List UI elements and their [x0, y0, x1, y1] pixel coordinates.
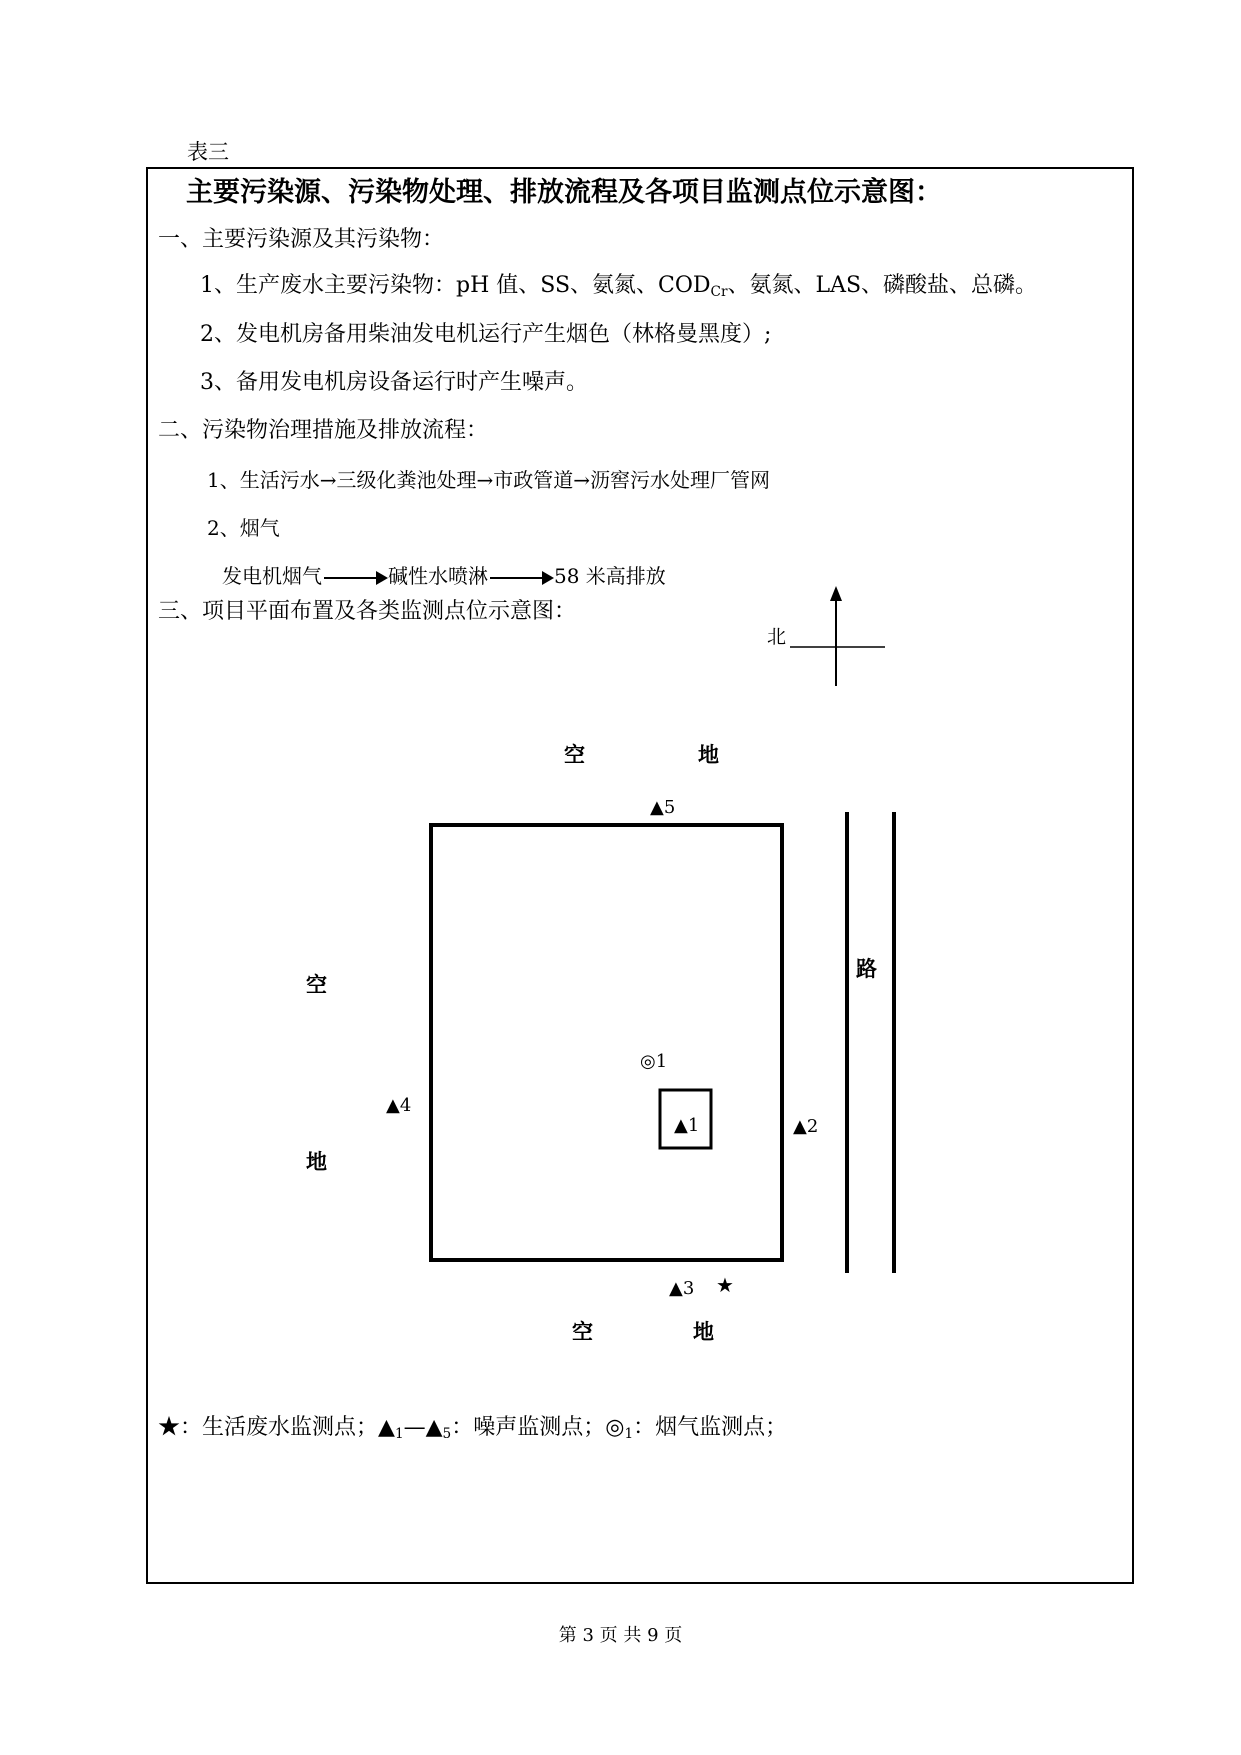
legend-tri-sub-1: 1	[394, 1426, 404, 1443]
site-boundary	[431, 825, 782, 1260]
cod-subscript: Cr	[710, 284, 728, 301]
table-label: 表三	[187, 140, 229, 164]
legend	[158, 1410, 787, 1441]
flow-step-2: 碱性水喷淋	[388, 564, 488, 588]
pollutant-item-2: 2、发电机房备用柴油发电机运行产生烟色（林格曼黑度）;	[200, 322, 772, 347]
legend-star-icon: ★	[158, 1415, 181, 1440]
bottom-land-char-1: 空	[572, 1320, 593, 1344]
section3-heading: 三、项目平面布置及各类监测点位示意图：	[158, 599, 577, 624]
north-label: 北	[767, 626, 787, 648]
page-title: 主要污染源、污染物处理、排放流程及各项目监测点位示意图：	[186, 177, 942, 208]
flow-step-1: 发电机烟气	[222, 564, 322, 588]
smoke-point-1: ◎1	[640, 1051, 668, 1072]
page-footer: 第 3 页 共 9 页	[558, 1625, 683, 1646]
legend-triangle-icon: ▲	[378, 1415, 395, 1440]
legend-circle-text: ：烟气监测点；	[633, 1415, 788, 1440]
section1-heading: 一、主要污染源及其污染物：	[158, 227, 445, 252]
left-land-char-1: 空	[306, 973, 327, 997]
pollutant-item-3: 3、备用发电机房设备运行时产生噪声。	[200, 370, 588, 395]
section2-heading: 二、污染物治理措施及排放流程：	[158, 418, 489, 443]
wastewater-point-star-icon: ★	[716, 1273, 734, 1297]
legend-dash: —	[403, 1415, 426, 1440]
legend-triangle-icon: ▲	[425, 1415, 443, 1440]
pollutant-item-1-pre: 1、生产废水主要污染物：pH 值、SS、氨氮、COD	[200, 273, 711, 298]
flow-smoke-label: 2、烟气	[207, 516, 280, 540]
noise-point-5: ▲5	[650, 797, 676, 818]
road-label: 路	[856, 957, 877, 981]
top-land-char-2: 地	[698, 743, 719, 767]
flow-step-3: 58 米高排放	[554, 564, 666, 588]
legend-star-text: ：生活废水监测点；	[180, 1415, 379, 1440]
noise-point-3: ▲3	[669, 1278, 695, 1299]
noise-point-4: ▲4	[386, 1095, 412, 1116]
noise-point-2: ▲2	[793, 1116, 819, 1137]
legend-triangle-text: ：噪声监测点；	[451, 1415, 606, 1440]
legend-tri-sub-5: 5	[442, 1426, 452, 1443]
legend-circle-icon: ◎	[605, 1415, 625, 1440]
pollutant-item-1-post: 、氨氮、LAS、磷酸盐、总磷。	[727, 273, 1038, 298]
legend-circle-sub: 1	[624, 1426, 634, 1443]
top-land-char-1: 空	[564, 743, 585, 767]
north-arrow-icon	[790, 586, 885, 686]
bottom-land-char-2: 地	[693, 1320, 714, 1344]
noise-point-1: ▲1	[674, 1115, 700, 1136]
flow-sewage: 1、生活污水→三级化粪池处理→市政管道→沥窖污水处理厂管网	[207, 468, 770, 492]
left-land-char-2: 地	[306, 1150, 327, 1174]
